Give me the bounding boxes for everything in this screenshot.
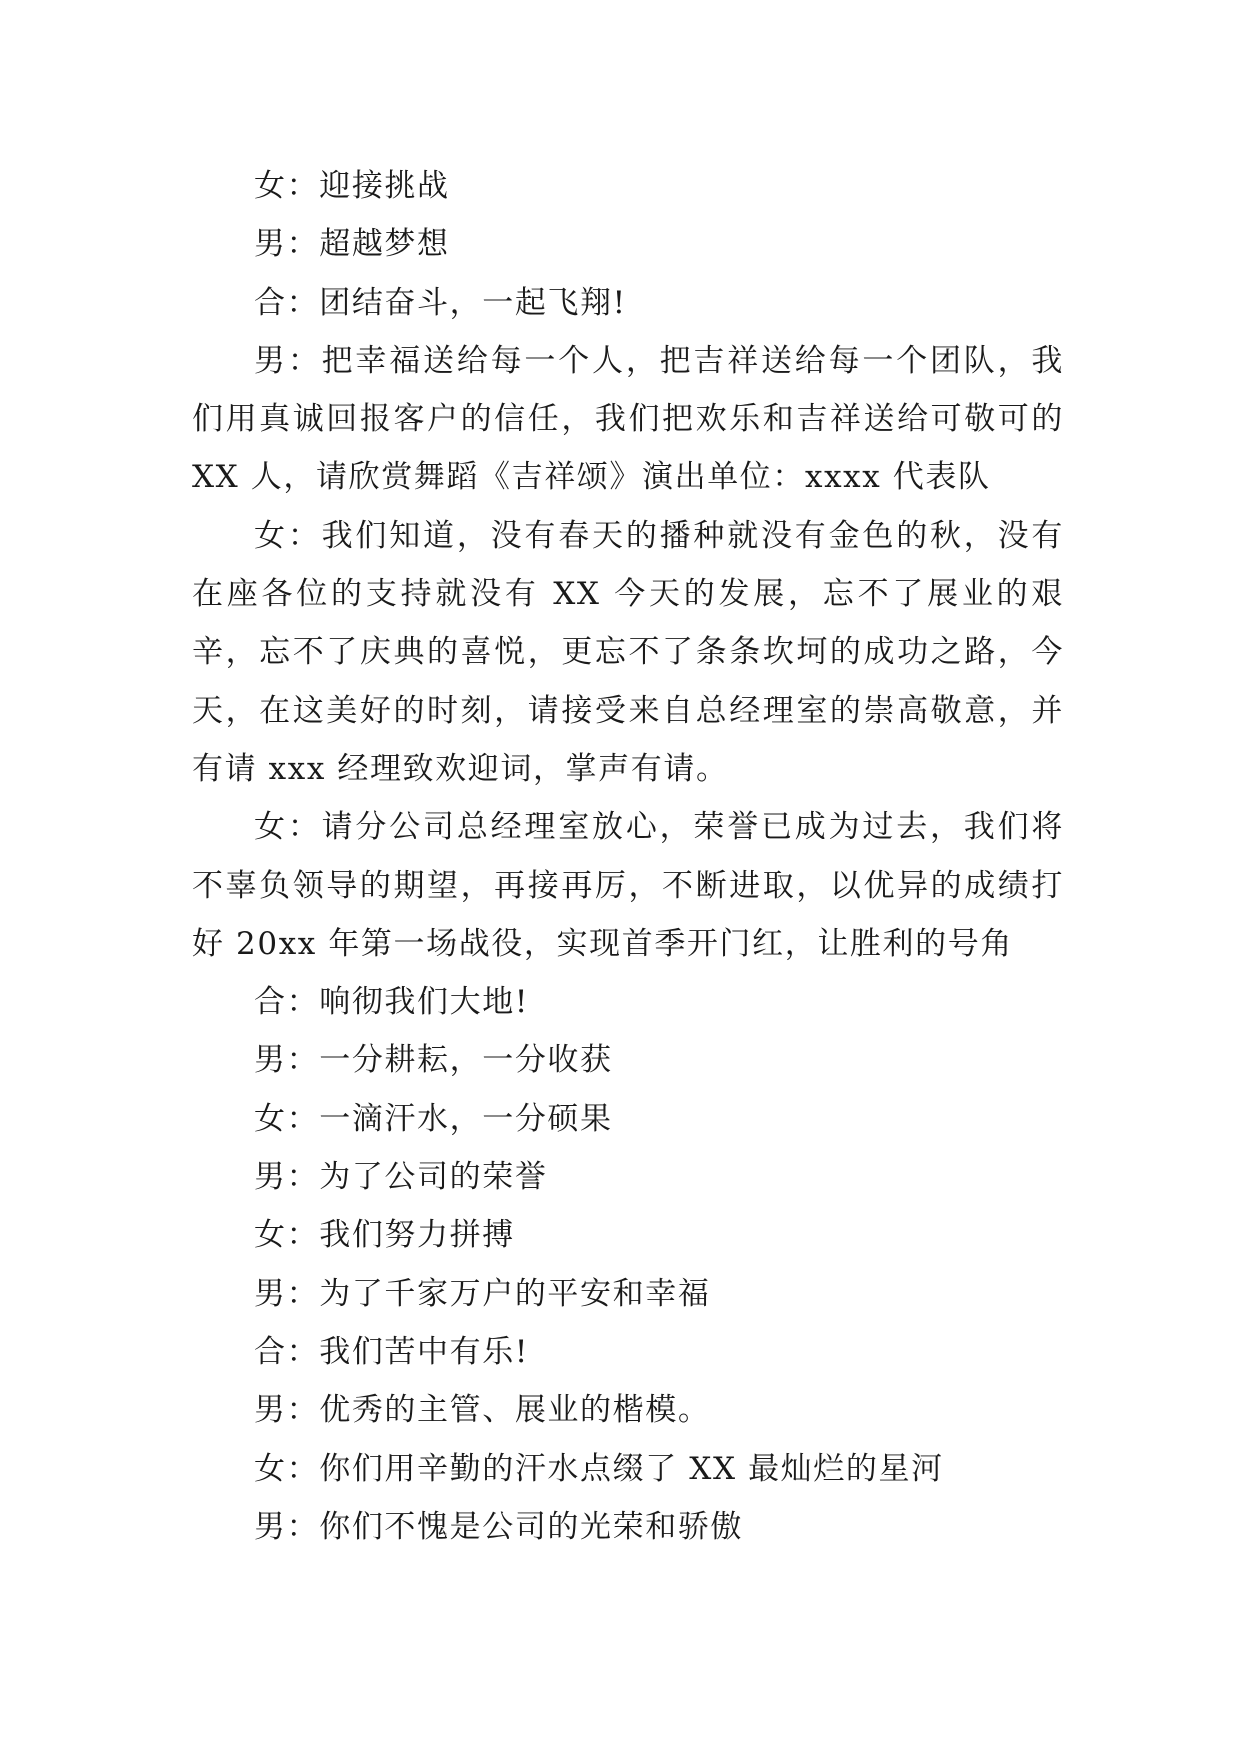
dialogue-text: 我们努力拼搏	[319, 1217, 515, 1254]
speaker-separator: ：	[286, 1450, 320, 1487]
speaker-separator: ：	[286, 1333, 320, 1370]
speaker-separator: ：	[287, 342, 322, 379]
dialogue-paragraph	[192, 1498, 1064, 1556]
speaker-separator: ：	[287, 809, 322, 846]
speaker-separator: ：	[286, 1217, 320, 1254]
speaker-separator: ：	[286, 1042, 320, 1079]
speaker-label: 女	[254, 809, 288, 846]
dialogue-text: 为了千家万户的平安和幸福	[319, 1275, 711, 1312]
speaker-separator: ：	[286, 284, 320, 321]
speaker-separator: ：	[287, 517, 322, 554]
speaker-label: 男	[254, 1159, 287, 1196]
dialogue-paragraph	[192, 1381, 1064, 1439]
dialogue-text: 响彻我们大地!	[319, 984, 529, 1021]
speaker-label: 男	[254, 1508, 287, 1545]
dialogue-text: 你们不愧是公司的光荣和骄傲	[319, 1508, 744, 1545]
dialogue-paragraph	[192, 332, 1064, 507]
dialogue-paragraph	[192, 507, 1064, 798]
dialogue-paragraph	[192, 973, 1064, 1031]
speaker-separator: ：	[286, 984, 320, 1021]
dialogue-text: 一滴汗水，一分硕果	[319, 1100, 613, 1137]
speaker-separator: ：	[286, 1392, 320, 1429]
dialogue-text: 为了公司的荣誉	[319, 1159, 548, 1196]
dialogue-text: 迎接挑战	[319, 168, 450, 204]
speaker-label: 女	[254, 1450, 287, 1487]
dialogue-paragraph	[192, 215, 1064, 273]
dialogue-paragraph	[192, 157, 1064, 215]
dialogue-text: 优秀的主管、展业的楷模。	[319, 1392, 711, 1429]
dialogue-text: 超越梦想	[319, 226, 450, 263]
speaker-separator: ：	[286, 1275, 320, 1312]
speaker-separator: ：	[286, 1508, 320, 1545]
dialogue-text: 一分耕耘，一分收获	[319, 1042, 613, 1079]
dialogue-paragraph	[192, 274, 1064, 332]
speaker-label: 合	[254, 1333, 287, 1370]
dialogue-paragraph	[192, 1090, 1064, 1148]
dialogue-text: 你们用辛勤的汗水点缀了 XX 最灿烂的星河	[319, 1450, 944, 1487]
speaker-separator: ：	[286, 1159, 320, 1196]
speaker-label: 女	[254, 1100, 287, 1137]
speaker-label: 合	[254, 284, 287, 321]
speaker-label: 女	[254, 1217, 287, 1254]
speaker-label: 男	[254, 1042, 287, 1079]
dialogue-paragraph	[192, 798, 1064, 973]
speaker-label: 合	[254, 984, 287, 1021]
speaker-separator: ：	[286, 1100, 320, 1137]
dialogue-paragraph	[192, 1031, 1064, 1089]
speaker-label: 女	[254, 517, 288, 554]
dialogue-text: 我们苦中有乐!	[319, 1333, 529, 1370]
dialogue-paragraph	[192, 1440, 1064, 1498]
dialogue-paragraph	[192, 1206, 1064, 1264]
dialogue-paragraph	[192, 1148, 1064, 1206]
script-body	[192, 157, 1064, 1556]
dialogue-paragraph	[192, 1265, 1064, 1323]
speaker-label: 男	[254, 1275, 287, 1312]
speaker-separator: ：	[286, 168, 320, 204]
dialogue-text: 请分公司总经理室放心，荣誉已成为过去，我们将不辜负领导的期望，再接再厉，不断进取，以优异的成绩打好 20xx 年第一场战役，实现首季开门红，让胜利的号角	[192, 809, 1065, 962]
speaker-label: 女	[254, 168, 287, 204]
dialogue-text: 把幸福送给每一个人，把吉祥送给每一个团队，我们用真诚回报客户的信任，我们把欢乐和吉祥送给可敬可的 XX 人，请欣赏舞蹈《吉祥颂》演出单位：xxxx 代表队	[192, 342, 1065, 496]
speaker-label: 男	[254, 1392, 287, 1429]
speaker-label: 男	[254, 226, 287, 263]
dialogue-text: 团结奋斗，一起飞翔!	[319, 284, 627, 321]
speaker-separator: ：	[286, 226, 320, 263]
speaker-label: 男	[254, 342, 288, 379]
dialogue-text: 我们知道，没有春天的播种就没有金色的秋，没有在座各位的支持就没有 XX 今天的发展，忘不了展业的艰辛，忘不了庆典的喜悦，更忘不了条条坎坷的成功之路，今天，在这美好的时刻，请接受来自总经理室的崇高敬意，并有请 xxx 经理致欢迎词，掌声有请。	[192, 517, 1065, 787]
dialogue-paragraph	[192, 1323, 1064, 1381]
